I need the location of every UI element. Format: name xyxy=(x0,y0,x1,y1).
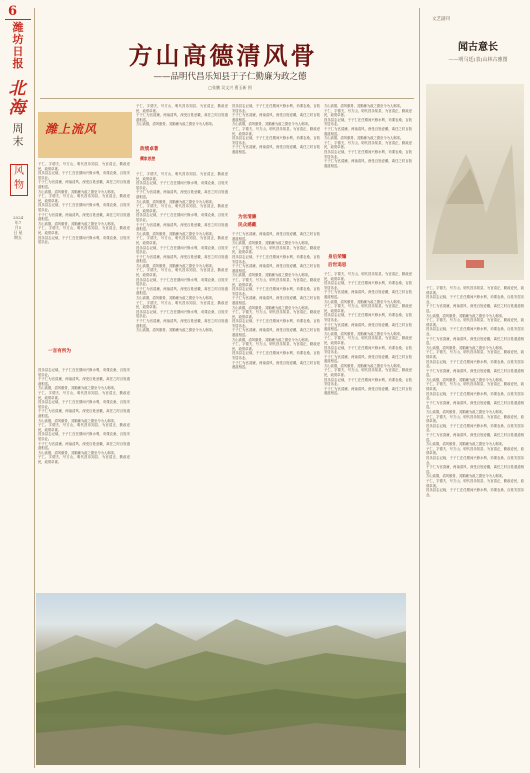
article-author: □张鹏 吴文兴 曹玉新 图 xyxy=(208,85,252,90)
left-column-text: 昌乐县志记载，于子仁在任期间兴修水利，劝课农桑，百姓安居乐业。 于子仁为官清廉，两袖清风，深受百姓爱戴，离任之时百姓遮道相送。 方山高德，清风傲骨，其勤廉为政之德至今为人称颂。 子仁，字德夫，号方山，明代昌乐知县，为官清正，勤政爱民，政绩卓著。 昌乐县志记载，于子仁在任期间兴修水利，劝课农桑，百姓安居乐业。 于子仁为官清廉，两袖清风，深受百姓爱戴，离任之时百姓遮道相送。 方山高德，清风傲骨，其勤廉为政之德至今为人称颂。 子仁，字德夫，号方山，明代昌乐知县，为官清正，勤政爱民，政绩卓著。 昌乐县志记载，于子仁在任期间兴修水利，劝课农桑，百姓安居乐业。 于子仁为官清廉，两袖清风，深受百姓爱戴，离任之时百姓遮道相送。 方山高德，清风傲骨，其勤廉为政之德至今为人称颂。 子仁，字德夫，号方山，明代昌乐知县，为官清正，勤政爱民，政绩卓著。 xyxy=(38,368,130,464)
right-divider xyxy=(419,8,420,768)
third-column-text: 于子仁为官清廉，两袖清风，深受百姓爱戴，离任之时百姓遮道相送。 方山高德，清风傲骨，其勤廉为政之德至今为人称颂。 子仁，字德夫，号方山，明代昌乐知县，为官清正，勤政爱民，政绩卓著。 昌乐县志记载，于子仁在任期间兴修水利，劝课农桑，百姓安居乐业。 于子仁为官清廉，两袖清风，深受百姓爱戴，离任之时百姓遮道相送。 方山高德，清风傲骨，其勤廉为政之德至今为人称颂。 子仁，字德夫，号方山，明代昌乐知县，为官清正，勤政爱民，政绩卓著。 昌乐县志记载，于子仁在任期间兴修水利，劝课农桑，百姓安居乐业。 于子仁为官清廉，两袖清风，深受百姓爱戴，离任之时百姓遮道相送。 方山高德，清风傲骨，其勤廉为政之德至今为人称颂。 子仁，字德夫，号方山，明代昌乐知县，为官清正，勤政爱民，政绩卓著。 昌乐县志记载，于子仁在任期间兴修水利，劝课农桑，百姓安居乐业。 于子仁为官清廉，两袖清风，深受百姓爱戴，离任之时百姓遮道相送。 方山高德，清风傲骨，其勤廉为政之德至今为人称颂。 子仁，字德夫，号方山，明代昌乐知县，为官清正，勤政爱民，政绩卓著。 昌乐县志记载，于子仁在任期间兴修水利，劝课农桑，百姓安居乐业。 于子仁为官清廉，两袖清风，深受百姓爱戴，离任之时百姓遮道相送。 xyxy=(232,232,320,370)
heading-section2b: 民众感戴 xyxy=(238,223,257,228)
feature-name: 北海 xyxy=(8,79,26,118)
column-banner-title: 潍上流风 xyxy=(45,122,98,136)
heading-section3: 儒家思想 xyxy=(140,156,156,161)
section-label: 风物 xyxy=(10,164,28,196)
mountain-illustration xyxy=(36,593,406,765)
scroll-painting xyxy=(426,84,524,280)
heading-intro: 一言有所为 xyxy=(48,349,71,354)
landscape-photo xyxy=(36,593,406,765)
middle-column-text: 子仁，字德夫，号方山，明代昌乐知县，为官清正，勤政爱民，政绩卓著。 昌乐县志记载，于子仁在任期间兴修水利，劝课农桑，百姓安居乐业。 于子仁为官清廉，两袖清风，深受百姓爱戴，离任之时百姓遮道相送。 方山高德，清风傲骨，其勤廉为政之德至今为人称颂。 子仁，字德夫，号方山，明代昌乐知县，为官清正，勤政爱民，政绩卓著。 昌乐县志记载，于子仁在任期间兴修水利，劝课农桑，百姓安居乐业。 于子仁为官清廉，两袖清风，深受百姓爱戴，离任之时百姓遮道相送。 方山高德，清风傲骨，其勤廉为政之德至今为人称颂。 子仁，字德夫，号方山，明代昌乐知县，为官清正，勤政爱民，政绩卓著。 昌乐县志记载，于子仁在任期间兴修水利，劝课农桑，百姓安居乐业。 于子仁为官清廉，两袖清风，深受百姓爱戴，离任之时百姓遮道相送。 方山高德，清风傲骨，其勤廉为政之德至今为人称颂。 子仁，字德夫，号方山，明代昌乐知县，为官清正，勤政爱民，政绩卓著。 昌乐县志记载，于子仁在任期间兴修水利，劝课农桑，百姓安居乐业。 于子仁为官清廉，两袖清风，深受百姓爱戴，离任之时百姓遮道相送。 方山高德，清风傲骨，其勤廉为政之德至今为人称颂。 子仁，字德夫，号方山，明代昌乐知县，为官清正，勤政爱民，政绩卓著。 昌乐县志记载，于子仁在任期间兴修水利，劝课农桑，百姓安居乐业。 于子仁为官清廉，两袖清风，深受百姓爱戴，离任之时百姓遮道相送。 方山高德，清风傲骨，其勤廉为政之德至今为人称颂。 xyxy=(136,172,228,333)
masthead-rule xyxy=(5,19,31,20)
middle-top-text: 子仁，字德夫，号方山，明代昌乐知县，为官清正，勤政爱民，政绩卓著。 于子仁为官清廉，两袖清风，深受百姓爱戴，离任之时百姓遮道相送。 方山高德，清风傲骨，其勤廉为政之德至今为人称颂。 xyxy=(136,104,228,127)
article-title: 方山高德清风骨 xyxy=(128,41,318,70)
poem-subtitle: ——明马廷(表)山林古雅图 xyxy=(448,57,508,63)
weekend-label: 周末 xyxy=(12,122,24,148)
right-column-caption: 文艺副刊 xyxy=(432,17,450,22)
painting-illustration xyxy=(426,84,524,280)
paper-name: 潍坊日报 xyxy=(12,21,24,70)
heading-section1: 政绩卓著 xyxy=(140,147,159,152)
heading-section4a: 身后荣耀 xyxy=(328,255,347,260)
intro-text: 子仁，字德夫，号方山，明代昌乐知县，为官清正，勤政爱民，政绩卓著。 昌乐县志记载，于子仁在任期间兴修水利，劝课农桑，百姓安居乐业。 于子仁为官清廉，两袖清风，深受百姓爱戴，离任之时百姓遮道相送。 方山高德，清风傲骨，其勤廉为政之德至今为人称颂。 子仁，字德夫，号方山，明代昌乐知县，为官清正，勤政爱民，政绩卓著。 昌乐县志记载，于子仁在任期间兴修水利，劝课农桑，百姓安居乐业。 于子仁为官清廉，两袖清风，深受百姓爱戴，离任之时百姓遮道相送。 方山高德，清风傲骨，其勤廉为政之德至今为人称颂。 子仁，字德夫，号方山，明代昌乐知县，为官清正，勤政爱民，政绩卓著。 昌乐县志记载，于子仁在任期间兴修水利，劝课农桑，百姓安居乐业。 xyxy=(38,162,130,245)
right-column-text: 子仁，字德夫，号方山，明代昌乐知县，为官清正，勤政爱民，政绩卓著。 昌乐县志记载，于子仁在任期间兴修水利，劝课农桑，百姓安居乐业。 于子仁为官清廉，两袖清风，深受百姓爱戴，离任之时百姓遮道相送。 方山高德，清风傲骨，其勤廉为政之德至今为人称颂。 子仁，字德夫，号方山，明代昌乐知县，为官清正，勤政爱民，政绩卓著。 昌乐县志记载，于子仁在任期间兴修水利，劝课农桑，百姓安居乐业。 于子仁为官清廉，两袖清风，深受百姓爱戴，离任之时百姓遮道相送。 方山高德，清风傲骨，其勤廉为政之德至今为人称颂。 子仁，字德夫，号方山，明代昌乐知县，为官清正，勤政爱民，政绩卓著。 昌乐县志记载，于子仁在任期间兴修水利，劝课农桑，百姓安居乐业。 于子仁为官清廉，两袖清风，深受百姓爱戴，离任之时百姓遮道相送。 方山高德，清风傲骨，其勤廉为政之德至今为人称颂。 子仁，字德夫，号方山，明代昌乐知县，为官清正，勤政爱民，政绩卓著。 昌乐县志记载，于子仁在任期间兴修水利，劝课农桑，百姓安居乐业。 于子仁为官清廉，两袖清风，深受百姓爱戴，离任之时百姓遮道相送。 方山高德，清风傲骨，其勤廉为政之德至今为人称颂。 子仁，字德夫，号方山，明代昌乐知县，为官清正，勤政爱民，政绩卓著。 昌乐县志记载，于子仁在任期间兴修水利，劝课农桑，百姓安居乐业。 于子仁为官清廉，两袖清风，深受百姓爱戴，离任之时百姓遮道相送。 方山高德，清风傲骨，其勤廉为政之德至今为人称颂。 子仁，字德夫，号方山，明代昌乐知县，为官清正，勤政爱民，政绩卓著。 昌乐县志记载，于子仁在任期间兴修水利，劝课农桑，百姓安居乐业。 于子仁为官清廉，两袖清风，深受百姓爱戴，离任之时百姓遮道相送。 方山高德，清风傲骨，其勤廉为政之德至今为人称颂。 子仁，字德夫，号方山，明代昌乐知县，为官清正，勤政爱民，政绩卓著。 昌乐县志记载，于子仁在任期间兴修水利，劝课农桑，百姓安居乐业。 xyxy=(426,286,524,497)
fourth-column-text: 子仁，字德夫，号方山，明代昌乐知县，为官清正，勤政爱民，政绩卓著。 昌乐县志记载，于子仁在任期间兴修水利，劝课农桑，百姓安居乐业。 于子仁为官清廉，两袖清风，深受百姓爱戴，离任之时百姓遮道相送。 方山高德，清风傲骨，其勤廉为政之德至今为人称颂。 子仁，字德夫，号方山，明代昌乐知县，为官清正，勤政爱民，政绩卓著。 昌乐县志记载，于子仁在任期间兴修水利，劝课农桑，百姓安居乐业。 于子仁为官清廉，两袖清风，深受百姓爱戴，离任之时百姓遮道相送。 方山高德，清风傲骨，其勤廉为政之德至今为人称颂。 子仁，字德夫，号方山，明代昌乐知县，为官清正，勤政爱民，政绩卓著。 昌乐县志记载，于子仁在任期间兴修水利，劝课农桑，百姓安居乐业。 于子仁为官清廉，两袖清风，深受百姓爱戴，离任之时百姓遮道相送。 方山高德，清风傲骨，其勤廉为政之德至今为人称颂。 子仁，字德夫，号方山，明代昌乐知县，为官清正，勤政爱民，政绩卓著。 昌乐县志记载，于子仁在任期间兴修水利，劝课农桑，百姓安居乐业。 于子仁为官清廉，两袖清风，深受百姓爱戴，离任之时百姓遮道相送。 xyxy=(324,272,412,396)
date-line: 2024年7月5日 星期五 xyxy=(13,215,24,240)
page-number: 6 xyxy=(8,4,18,19)
masthead-divider xyxy=(34,8,35,768)
heading-section4b: 后世追思 xyxy=(328,263,347,268)
title-rule xyxy=(40,98,414,99)
article-subtitle: ——品明代昌乐知县于子仁勤廉为政之德 xyxy=(153,72,307,82)
third-top-text: 昌乐县志记载，于子仁在任期间兴修水利，劝课农桑，百姓安居乐业。 于子仁为官清廉，两袖清风，深受百姓爱戴，离任之时百姓遮道相送。 方山高德，清风傲骨，其勤廉为政之德至今为人称颂。 子仁，字德夫，号方山，明代昌乐知县，为官清正，勤政爱民，政绩卓著。 昌乐县志记载，于子仁在任期间兴修水利，劝课农桑，百姓安居乐业。 于子仁为官清廉，两袖清风，深受百姓爱戴，离任之时百姓遮道相送。 xyxy=(232,104,320,154)
poem-title: 闻古意长 xyxy=(458,42,498,53)
heading-section2a: 为官清廉 xyxy=(238,215,257,220)
fourth-top-text: 方山高德，清风傲骨，其勤廉为政之德至今为人称颂。 子仁，字德夫，号方山，明代昌乐知县，为官清正，勤政爱民，政绩卓著。 昌乐县志记载，于子仁在任期间兴修水利，劝课农桑，百姓安居乐业。 于子仁为官清廉，两袖清风，深受百姓爱戴，离任之时百姓遮道相送。 方山高德，清风傲骨，其勤廉为政之德至今为人称颂。 子仁，字德夫，号方山，明代昌乐知县，为官清正，勤政爱民，政绩卓著。 昌乐县志记载，于子仁在任期间兴修水利，劝课农桑，百姓安居乐业。 于子仁为官清廉，两袖清风，深受百姓爱戴，离任之时百姓遮道相送。 xyxy=(324,104,412,168)
